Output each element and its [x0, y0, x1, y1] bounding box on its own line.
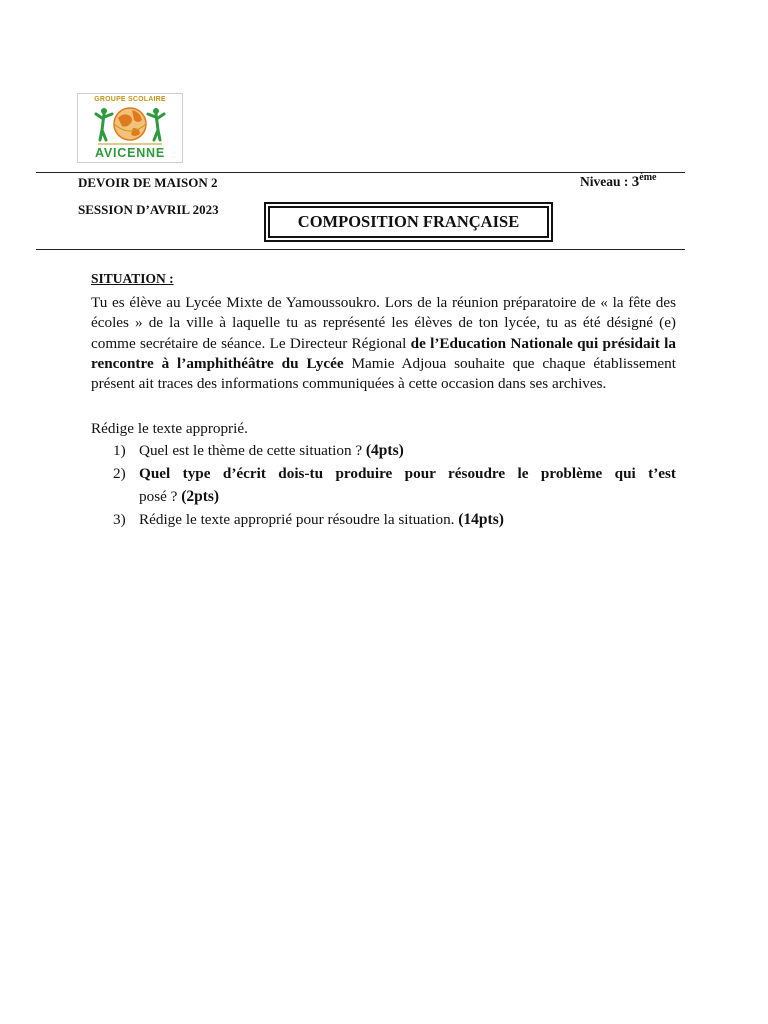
- instruction-text: Rédige le texte approprié.: [91, 420, 248, 437]
- situation-heading: SITUATION :: [91, 271, 174, 286]
- question-points: (2pts): [181, 488, 220, 505]
- title-box: [264, 202, 553, 242]
- niveau-text: Niveau :: [580, 174, 629, 189]
- question-number: 1): [113, 442, 126, 459]
- question-text-continued: posé ?: [139, 488, 182, 505]
- situation-paragraph: [91, 293, 676, 394]
- page-title: COMPOSITION FRANÇAISE: [268, 206, 549, 238]
- question-text: Quel est le thème de cette situation ?: [139, 442, 366, 459]
- question-text: Quel type d’écrit dois-tu produire pour résoudre le problème qui t’est: [139, 465, 676, 482]
- situation-text-part2: Mamie Adjoua souhaite que chaque établissement présent ait traces des informations communiquées à cette occasion dans ses archives.: [91, 354, 676, 393]
- question-text: Rédige le texte approprié pour résoudre la situation.: [139, 511, 459, 528]
- logo-top-text: GROUPE SCOLAIRE: [94, 96, 166, 103]
- question-points: (14pts): [458, 511, 504, 528]
- header-bottom-rule: [36, 249, 685, 250]
- niveau-value: 3: [631, 174, 640, 190]
- niveau-superscript: ème: [639, 172, 657, 183]
- devoir-label: DEVOIR DE MAISON 2: [78, 175, 218, 190]
- logo-name: AVICENNE: [94, 146, 166, 160]
- header-top-rule: [36, 172, 685, 173]
- niveau-label: [580, 174, 656, 191]
- school-logo: [77, 93, 183, 163]
- situation-text-bold: de l’Education Nationale qui présidait la rencontre à l’amphithéâtre du Lycée: [91, 334, 676, 372]
- question-number: 3): [113, 511, 126, 528]
- situation-text-part1: Tu es élève au Lycée Mixte de Yamoussoukro. Lors de la réunion préparatoire de « la fête des écoles » de la ville à laquelle tu as représenté les élèves de ton lycée, tu as été désigné (e) comme secrétaire de séance. Le Directeur Régional: [91, 294, 676, 352]
- question-points: (4pts): [365, 442, 404, 459]
- question-number: 2): [113, 465, 126, 482]
- session-label: SESSION D’AVRIL 2023: [78, 202, 219, 217]
